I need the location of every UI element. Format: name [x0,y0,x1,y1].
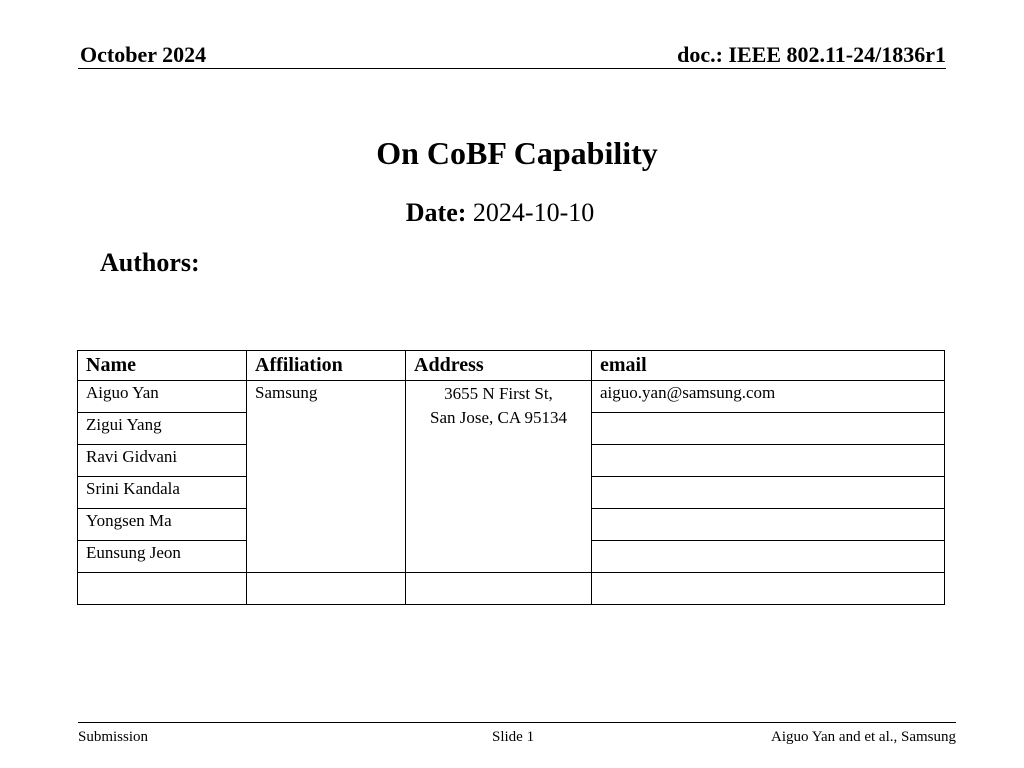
author-email [592,445,945,477]
column-header-address: Address [406,351,592,381]
author-email [592,541,945,573]
footer-submission: Submission [78,729,149,745]
address-line-1: 3655 N First St, [444,384,553,403]
author-email [592,509,945,541]
header-doc-id: doc.: IEEE 802.11-24/1836r1 [677,42,946,67]
slide-title: On CoBF Capability [376,135,658,171]
author-name: Ravi Gidvani [78,445,247,477]
affiliation-cell: Samsung [247,381,406,573]
author-name: Aiguo Yan [78,381,247,413]
date-line [0,197,1000,229]
date-value: 2024-10-10 [472,198,595,227]
authors-label: Authors: [100,248,200,277]
footer-authors: Aiguo Yan and et al., Samsung [771,729,956,745]
footer-divider [78,722,956,723]
author-email: aiguo.yan@samsung.com [592,381,945,413]
column-header-affiliation: Affiliation [247,351,406,381]
author-name: Srini Kandala [78,477,247,509]
empty-cell [592,573,945,605]
header-divider [78,68,946,69]
table-header-row [78,351,945,381]
footer-slide-number: Slide 1 [492,729,535,745]
author-name: Zigui Yang [78,413,247,445]
header-date: October 2024 [80,42,207,67]
author-email [592,477,945,509]
column-header-email: email [592,351,945,381]
empty-cell [78,573,247,605]
author-email [592,413,945,445]
empty-cell [406,573,592,605]
empty-cell [247,573,406,605]
date-label: Date: [405,198,467,227]
address-cell [406,381,592,573]
author-name: Yongsen Ma [78,509,247,541]
column-header-name: Name [78,351,247,381]
author-name: Eunsung Jeon [78,541,247,573]
authors-table [77,350,945,605]
address-line-2: San Jose, CA 95134 [430,408,567,427]
table-row-empty [78,573,945,605]
table-row [78,381,945,413]
